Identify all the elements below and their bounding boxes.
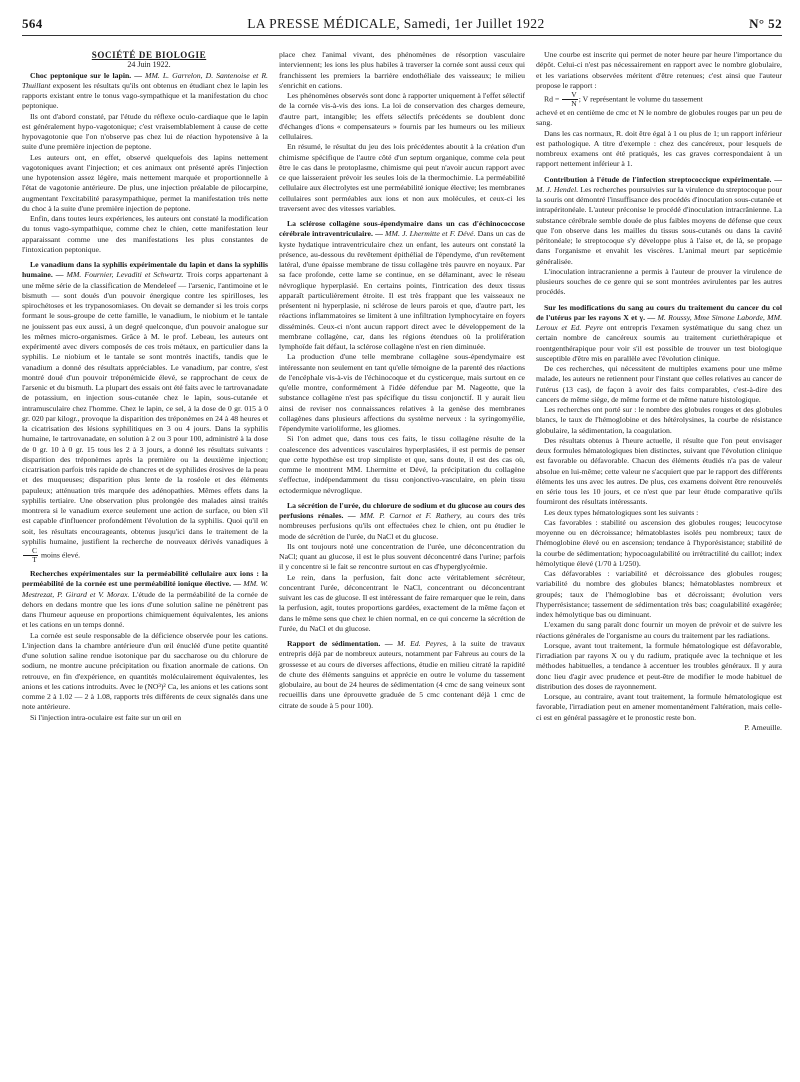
paragraph: L'étude de la perméabilité de la cornée de dehors en dedans montre que les ions d'une solution saline ne pénètrent pas dans l'humeur aqueuse en proportions chimiquement équivalentes, les anions et les cations en un temps donné.	[22, 589, 268, 630]
page-number: 564	[22, 16, 43, 31]
journal-title: LA PRESSE MÉDICALE, Samedi, 1er Juillet 1922	[247, 16, 545, 31]
fraction-denominator: N	[571, 99, 577, 108]
article-cancer-col	[536, 303, 782, 365]
article-sedimentation	[279, 639, 525, 711]
formula-right: ; V représentant le volume du tassement	[578, 94, 703, 104]
paragraph: Dans un cas de kyste hydatique intraventriculaire chez un enfant, les auteurs ont constaté la présence, au-dessous du revêtement épithélial de l'épendyme, d'un revêtement latéral, d'une épaisse membrane de tissu collagène très pauvre en noyaux. Par sa face profonde, cette lame se continue, en se délaminant, avec le réseau névroglique hyperplasié. En certains points, l'intrication des deux tissus apparaît particulièrement étroite. Il est très frappant que les vaisseaux ne présentent ni hyperplasie, ni sclérose de leurs parois et que, d'autre part, les réactions inflammatoires se limitent à une infiltration lymphocytaire en foyers disséminés. Ceux-ci n'ont aucun rapport direct avec le développement de la membrane collagène, car, dans les régions étendues où la prolifération lymphoïde fait défaut, la sclérose collagène n'est en rien diminuée.	[279, 229, 526, 351]
formula-left: Rd =	[544, 94, 560, 104]
paragraph: Si l'injection intra-oculaire est faite sur un œil en	[30, 712, 182, 722]
article-heading: Contribution à l'étude de l'infection streptococcique expérimentale. —	[544, 174, 782, 184]
paragraph: Lorsque, au contraire, avant tout traitement, la formule hématologique est favorable, l'irradiation peut en amener momentanément l'altération, mais celle-ci est en général passagère et le pronostic reste bon.	[536, 692, 782, 722]
paragraph: place chez l'animal vivant, des phénomènes de résorption vasculaire interviennent; les ions les plus habiles à traverser la cornée sont aussi ceux qui franchissent les premiers la barrière endothéliale des vaisseaux; le milieu s'enrichit en cations.	[279, 50, 525, 90]
article-sclerose-collagene	[279, 219, 525, 352]
paragraph: au cours des très nombreuses perfusions qu'ils ont effectuées chez le chien, ont pu étudier le mode de sécrétion de l'urée, du NaCl et du glucose.	[279, 511, 526, 541]
fraction-numerator: C	[23, 547, 38, 556]
paragraph: Les phénomènes observés sont donc à rapporter uniquement à l'effet sélectif de la cornée vis-à-vis des ions. La loi de conservation des charges demeure, d'autre part, intangible; les effets sélectifs précédents se doublent donc d'échanges d'ions « compensateurs » fournis par les humeurs ou les milieux cellulaires.	[279, 91, 525, 141]
paragraph: L'examen du sang paraît donc fournir un moyen de prévoir et de suivre les réactions générales de l'organisme au cours du traitement par les radiations.	[536, 620, 782, 640]
section-title: SOCIÉTÉ DE BIOLOGIE	[91, 50, 207, 60]
paragraph: Lorsque, avant tout traitement, la formule hématologique est défavorable, l'irradiation par rayons X ou γ du radium, pratiquée avec la technique et les méthodes habituelles, a tendance à accentuer les troubles généraux. Il y aura donc lieu d'agir avec prudence et peut-être de modifier le mode habituel de distribution des doses de rayonnement.	[536, 640, 782, 691]
paragraph: Cas défavorables : variabilité et décroissance des globules rouges; variabilité du nombre des globules blancs; hématoblastes nombreux et groupés; taux de l'hémoglobine bas et décroissant; évolution vers l'hyperrésistance; tassement de sédimentation très bas; coagulabilité exagérée; index hémolytique bas ou diminuant.	[536, 569, 782, 619]
paragraph: Les deux types hématologiques sont les suivants :	[544, 507, 699, 517]
formula	[536, 91, 782, 108]
paragraph: L'inoculation intracranienne a permis à l'auteur de prouver la virulence de plusieurs souches de ce genre qui se sont montrées avirulentes par les autres procédés.	[536, 266, 782, 297]
article-heading: La sclérose collagène sous-épendymaire dans un cas d'échinococcose cérébrale intraventriculaire. —	[279, 219, 525, 239]
fraction	[562, 91, 577, 108]
paragraph: Ils ont toujours noté une concentration de l'urée, une déconcentration du NaCl; quant au glucose, il est le plus souvent déconcentré dans l'urine; parfois il y concentre si le fait se rencontre surtout en cas d'hyperglycémie.	[279, 541, 525, 572]
article-heading: Sur les modifications du sang au cours du traitement du cancer du col de l'utérus par les rayons X et γ. —	[536, 302, 782, 322]
column-1	[22, 50, 268, 733]
paragraph: achevé et en centième de cmc et N le nombre de globules rouges par un peu de sang.	[536, 108, 782, 128]
paragraph: La cornée est seule responsable de la déficience observée pour les cations. L'injection dans la chambre antérieure d'un œil énucléé d'une petite quantité d'une solution saline rendue isotonique par du saccharose ou du chlorure de sodium, ne montre aucune précipitation ou fixation anormale de cations. On retrouve, en fin d'expérience, en quantités moléculairement équivalentes, les anions et les cations introduits. Avec le (NO³)² Ca, les anions et les cations sont comme 2 à 1.02 — 2 à 1.08, rapports très différents de ceux signalés dans une note antérieure.	[22, 630, 268, 712]
paragraph: Des résultats obtenus à l'heure actuelle, il résulte que l'on peut envisager deux formules hématologiques bien distinctes, suivant que l'évolution clinique est favorable ou défavorable. Chacun des éléments étudiés n'a pas de valeur absolue en lui-même; cette valeur ne s'acquiert que par le rapport des différents éléments les uns avec les autres. De plus, ces examens doivent être renouvelés en série tous les 10 jours, et ce n'est que par leur étude comparative qu'ils fourniront des résultats intéressants.	[536, 435, 782, 507]
paragraph: Si l'on admet que, dans tous ces faits, le tissu collagène résulte de la coalescence des adventices vasculaires hyperplasiées, il est permis de penser que cette hypothèse est trop simpliste et que, sans doute, il est des cas où, comme le montrent MM. Lhermitte et Dévé, la précipitation du collagène s'effectue, indépendamment du tissu conjonctivo-vasculaire, en plein tissu ectodermique névroglique.	[279, 434, 525, 495]
paragraph: Les auteurs ont, en effet, observé quelquefois des lapins nettement vagotoniques avant l'injection; et ces animaux ont présenté après l'injection une hypotension assez légère, mais nettement marquée et proportionnelle à l'état de vagotonie antérieure. De plus, une injection préalable de pilocarpine, augmentant l'excitabilité parasympathique, permet la manifestation très nette du choc à la suite d'une première injection de peptone.	[22, 152, 268, 213]
article-heading: Rapport de sédimentation. —	[287, 639, 393, 648]
columns	[22, 50, 782, 733]
article-choc-peptonique	[22, 71, 268, 112]
fraction-denominator: T	[32, 555, 37, 564]
article-secretion-uree	[279, 501, 525, 542]
paragraph: Les recherches poursuivies sur la virulence du streptocoque pour la souris ont démontré l'insuffisance des procédés d'inoculation sous-cutanée et intrapéritonéale. L'auteur préconise le procédé d'inoculation intracrânienne. La substance cérébrale semble douée de plus faibles moyens de défense que ceux que l'on observe dans les mailles du tissus sous-cutanés ou dans la cavité péritonéale; le streptocoque s'y développe plus à l'aise et, de là, se propage dans l'organisme et envahit les viscères. L'animal meurt par septicémie généralisée.	[536, 184, 783, 266]
paragraph-tail: moins élevé.	[40, 550, 81, 560]
article-authors: MM. P. Carnot et F. Rathery,	[360, 511, 462, 520]
paragraph: De ces recherches, qui nécessitent de multiples examens pour une même malade, les auteurs ne retiennent pour l'instant que celles relatives au cancer de l'utérus (13 cas), de façon à avoir des faits comparables, c'est-à-dire des cancers de même siège, de même forme et de même nature histologique.	[536, 364, 782, 404]
article-authors: M. Roussy, Mme Simone Laborde, MM. Leroux et Ed. Peyre	[536, 312, 783, 332]
signature: P. Ameuille.	[744, 722, 782, 732]
issue-number: N° 52	[749, 16, 782, 31]
paragraph: à la suite de travaux entrepris déjà par de nombreux auteurs, notamment par Fahreus au cours de la grossesse et au cours de diverses affections, étudie en milieu citraté la rapidité de chute des éléments sanguins et apprécie en outre le volume du tassement globulaire, au bout de 24 heures de sédimentation (4 cmc de sang veineux sont recueillis dans une éprouvette graduée de 5 cmc contenant déjà 1 cmc de citrate de soude à 5 pour 100).	[279, 639, 525, 710]
article-vanadium	[22, 260, 268, 564]
article-authors: MM. Fournier, Levaditi et Schwartz.	[66, 270, 184, 280]
paragraph: Dans les cas normaux, R. doit être égal à 1 ou plus de 1; un rapport inférieur est pathologique. A titre d'exemple : chez des cancéreux, pour lesquels de nombreux examens ont été pratiqués, les cas graves correspondaient à un rapport nettement inférieur à 1.	[536, 128, 782, 169]
paragraph: Ils ont d'abord constaté, par l'étude du réflexe oculo-cardiaque que le lapin est généralement hypo-vagotonique; c'est vraisemblablement à cause de cette hypovagotonie que l'on n'observe pas chez lui de réaction hypotensive à la suite d'une première injection de peptone.	[22, 111, 268, 152]
paragraph: Le rein, dans la perfusion, fait donc acte véritablement sécréteur, concentrant l'urée, déconcentrant le NaCl, concentrant ou déconcentrant suivant les cas de glucose. Il est intéressant de faire remarquer que le rein, dans la perfusion, agit, toutes proportions gardées, exactement de la même façon et dans le même sens que chez le chien normal, en ce qui concerne la sécrétion de l'urée, du NaCl et du glucose.	[279, 572, 525, 633]
article-streptocoque	[536, 175, 782, 267]
paragraph: Une courbe est inscrite qui permet de noter heure par heure l'importance du dépôt. Celui-ci n'est pas nécessairement en rapport avec le nombre globulaire, et les variations observées méritent d'être retenues; c'est ainsi que l'auteur propose le rapport :	[536, 50, 782, 90]
paragraph: Cas favorables : stabilité ou ascension des globules rouges; leucocytose moyenne ou en décroissance; hématoblastes isolés peu nombreux; taux de l'hémoglobine élevé ou en ascension; tendance à l'hyporésistance; stabilité de la courbe de sédimentation; hypocoagulabilité ou irrétractilité du caillot; index hémolytique élevé (1/70 à 1/250).	[536, 517, 782, 568]
section-date: 24 Juin 1922.	[127, 60, 171, 70]
article-authors: MM. W. Mestrezat, P. Girard et V. Morax.	[22, 579, 268, 599]
paragraph: Les recherches ont porté sur : le nombre des globules rouges et des globules blancs, le taux de l'hémoglobine et des hétérolysines, la courbe de résistance globulaire, la sédimentation, la coagulation.	[536, 405, 782, 435]
article-authors: M. J. Hendel.	[536, 184, 579, 194]
paragraph: La production d'une telle membrane collagène sous-épendymaire est intéressante non seulement en tant qu'elle témoigne de la parenté des réactions de l'encéphale vis-à-vis de l'échinocoque et du cysticerque, mais surtout en ce qu'elle montre, conformément à l'idée défendue par M. Nageotte, que la substance collagène n'est pas spécifique du tissu conjonctif. Il y aurait lieu ainsi de reviser nos connaissances relatives à la genèse des membranes collagènes dans plusieurs affections du système nerveux : la syringomyélie, l'épendymite varioliforme, les gliomes.	[279, 352, 525, 433]
fraction-numerator: V	[562, 91, 577, 100]
paragraph: exposent les résultats qu'ils ont obtenus en étudiant chez le lapin les rapports existant entre le tonus vago-sympathique et la manifestation du choc peptonique.	[22, 80, 269, 111]
article-heading: Le vanadium dans la syphilis expérimentale du lapin et dans la syphilis humaine. —	[22, 260, 268, 280]
article-permeabilite	[22, 569, 268, 631]
paragraph: En résumé, le résultat du jeu des lois précédentes aboutit à la création d'un chimisme spécifique de l'autre côté d'un septum organique, comme cela peut être le cas dans le protoplasme, chimisme qui peut n'avoir aucun rapport avec ce que laisseraient prévoir les seules lois de la thermochimie. La perméabilité cellulaire aux électrolytes est une perméabilité ionique élective; les membranes cellulaires sont perméables aux ions et non aux molécules, et ceux-ci les traversent avec des vitesses variables.	[279, 142, 525, 213]
running-header	[22, 16, 782, 36]
article-heading: La sécrétion de l'urée, du chlorure de sodium et du glucose au cours des perfusions rénales. —	[279, 500, 525, 520]
article-authors: M. Ed. Peyres,	[397, 639, 448, 648]
article-heading: Choc peptonique sur le lapin. —	[30, 70, 142, 80]
column-2	[279, 50, 525, 733]
paragraph: ont entrepris l'examen systématique du sang chez un certain nombre de cancéreux soumis au traitement curiethérapique et roentgenthérapique pour voir s'il est possible de trouver un test biologique susceptible d'être mis en parallèle avec l'évolution clinique.	[536, 323, 782, 363]
article-authors: MM. J. Lhermitte et F. Dévé.	[385, 229, 476, 239]
newspaper-page	[22, 16, 782, 733]
article-heading: Recherches expérimentales sur la perméabilité cellulaire aux ions : la perméabilité de la cornée est une perméabilité ionique élective. —	[22, 569, 268, 589]
paragraph: Trois corps appartenant à une même série de la classification de Mendeleef — l'arsenic, l'antimoine et le bismuth — sont doués d'un pouvoir énergique contre les spirilloses, les spirochétoses et les trypanosomiases. On devait se demander si les trois corps formant le sous-groupe de cette famille, le vanadium, le niobium et le tantale ne jouissent pas eux aussi, à un degré quelconque, d'un pouvoir analogue sur les mêmes micro-organismes. Grâce à M. le prof. Lebeau, les auteurs ont expérimenté avec divers composés de ces trois métaux, en particulier dans la syphilis. Le niobium et le tantale se sont montrés inactifs, tandis que le vanadium a donné des résultats appréciables. Le vanadium, par contre, s'est montré doué d'un pouvoir tréponémicide élevé, se rapprochant de ceux de l'arsenic et du bismuth. La plupart des essais ont été faits avec le tartrovanadate de potassium, en injection sous-cutanée chez le lapin, sous-cutanée et intramusculaire chez l'homme. Chez le lapin, ce sel, à la dose de 0 gr. 015 à 0 gr. 020 par kilogr., provoque la disparition des tréponèmes en 24 à 48 heures et la cicatrisation des lésions syphilitiques en 3 ou 4 jours. Dans la syphilis humaine, le tartrovanadate, en solution à 2 ou 3 pour 100, administré à la dose de 0 gr. 10 à 0 gr. 15 tous les 2 à 3 jours, a donné les résultats suivants : disparition des tréponèmes après la première ou la deuxième injection; cicatrisation parfois très rapide de chancres et de syphilides érosives de la peau et des muqueuses; disparition plus lente de la roséole et des éléments papuleux; atténuation très marquée des adénopathies. Mêmes effets dans la syphilis tertiaire. Une observation plus prolongée des malades ainsi traités montrera si le vanadium exerce seulement une action de surface, ou bien s'il est capable d'influencer profondément l'évolution de la syphilis. Quoi qu'il en soit, les résultats encourageants, obtenus jusqu'ici dans le traitement de la syphilis humaine, justifient la recherche de nouveaux dérivés vanadiques à	[22, 270, 268, 546]
column-3	[536, 50, 782, 733]
article-authors: MM. L. Garrelon, D. Santenoise et R. Thuillant	[22, 70, 268, 90]
fraction	[23, 547, 38, 564]
paragraph: Enfin, dans toutes leurs expériences, les auteurs ont constaté la modification du tonus vago-sympathique, comme chez le chien, cette manifestation leur apparaissant comme une des manifestations les plus constantes de l'intoxication peptonique.	[22, 214, 268, 254]
